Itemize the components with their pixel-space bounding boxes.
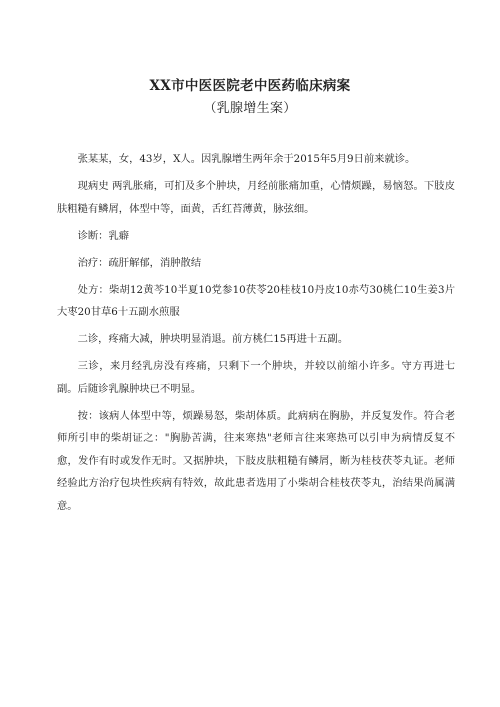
- second-visit-paragraph: 二诊，疼痛大减，肿块明显消退。前方桃仁15再进十五副。: [77, 333, 349, 345]
- prescription-paragraph: 处方：柴胡12黄芩10半夏10党参10茯苓20桂枝10丹皮10赤芍30桃仁10生姜3片大枣20甘草6十五副水煎服: [57, 283, 455, 318]
- history-paragraph: 现病史 两乳胀痛，可扪及多个肿块，月经前胀痛加重，心情烦躁，易恼怒。下肢皮肤粗糙有鳞屑，体型中等，面黄，舌红苔薄黄，脉弦细。: [57, 180, 455, 215]
- commentary-paragraph: 按：该病人体型中等，烦躁易怒，柴胡体质。此病病在胸胁，并反复发作。符合老师所引申的柴胡证之："胸胁苦满，往来寒热"老师言往来寒热可以引申为病情反复不愈，发作有时或发作无时。又据肿块，下肢皮肤粗糙有鳞屑，断为桂枝茯苓丸证。老师经验此方治疗包块性疾病有特效，故此患者选用了小柴胡合桂枝茯苓丸，治结果尚属满意。: [57, 409, 455, 512]
- third-visit-paragraph: 三诊，来月经乳房没有疼痛，只剩下一个肿块，并较以前缩小许多。守方再进七副。后随诊乳腺肿块已不明显。: [57, 360, 455, 395]
- document-body: [57, 148, 455, 522]
- treatment-paragraph: 治疗：疏肝解郁，消肿散结: [77, 256, 202, 269]
- document-subtitle: （乳腺增生案）: [203, 101, 297, 116]
- patient-info-paragraph: 张某某，女，43岁，X人。因乳腺增生两年余于2015年5月9日前来就诊。: [77, 153, 416, 165]
- diagnosis-paragraph: 诊断：乳癖: [77, 229, 130, 242]
- document-title: XX市中医医院老中医药临床病案: [149, 78, 351, 94]
